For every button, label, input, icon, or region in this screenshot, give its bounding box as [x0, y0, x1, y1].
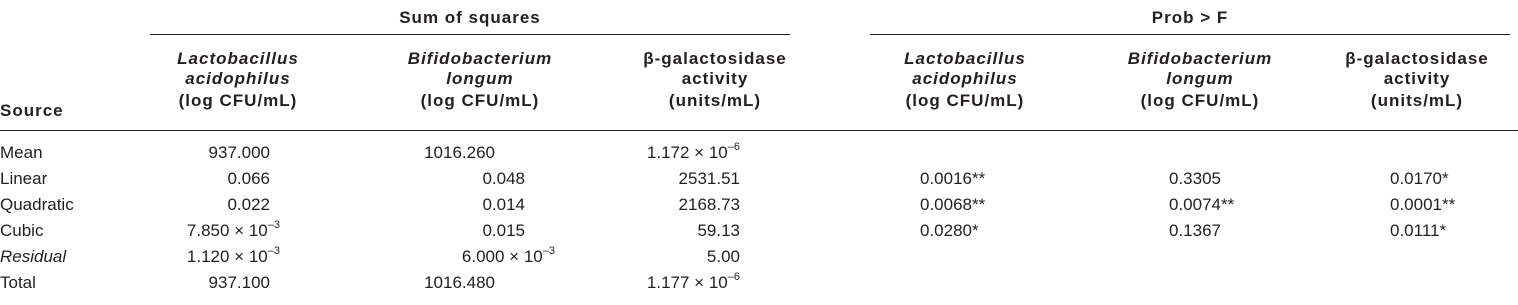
row-source: Linear	[0, 169, 48, 188]
table-cell: 0.014	[482, 195, 525, 214]
table-cell: 0.0111*	[1390, 221, 1447, 240]
table-cell: 0.015	[482, 221, 525, 240]
table-cell: 0.0170*	[1390, 169, 1449, 188]
col-header-5-line3: (units/mL)	[1370, 91, 1464, 110]
table-cell: 0.0016**	[920, 169, 986, 188]
col-header-3-line1: Lactobacillus	[904, 49, 1026, 68]
col-header-1-line1: Bifidobacterium	[407, 49, 553, 68]
col-header-2-line3: (units/mL)	[668, 91, 762, 110]
group-header-prob-f: Prob > F	[1151, 8, 1229, 27]
row-source: Cubic	[0, 221, 44, 240]
col-header-0-line3: (log CFU/mL)	[178, 91, 298, 110]
col-header-2-line1: β-galactosidase	[643, 49, 787, 68]
table-cell: $1.120 \times 10^{-3}$	[186, 245, 280, 266]
table-cell: 2168.73	[678, 195, 740, 214]
table-cell: 59.13	[697, 221, 740, 240]
table-cell: 0.1367	[1169, 221, 1221, 240]
table-cell: 937.100	[208, 273, 270, 292]
col-header-4-line2: longum	[1166, 69, 1234, 88]
table-cell: 0.0280*	[920, 221, 979, 240]
source-header: Source	[0, 101, 64, 120]
row-source: Mean	[0, 143, 43, 162]
table-cell: 1016.260	[424, 143, 495, 162]
col-header-1-line2: longum	[446, 69, 514, 88]
table-cell: $7.850 \times 10^{-3}$	[186, 219, 280, 240]
col-header-3-line3: (log CFU/mL)	[905, 91, 1025, 110]
table-cell: $1.172 \times 10^{-6}$	[646, 141, 740, 162]
table-cell: 0.0001**	[1390, 195, 1456, 214]
table-cell: 1016.480	[424, 273, 495, 292]
table-cell: $6.000 \times 10^{-3}$	[461, 245, 555, 266]
col-header-2-line2: activity	[681, 69, 749, 88]
table-cell: 2531.51	[678, 169, 740, 188]
group-rule-sum-of-squares	[150, 34, 790, 35]
col-header-0-line2: acidophilus	[185, 69, 291, 88]
table-cell: 0.022	[227, 195, 270, 214]
table-cell: 5.00	[706, 247, 740, 266]
row-source: Total	[0, 273, 36, 292]
table-cell: $1.177 \times 10^{-6}$	[646, 271, 740, 292]
col-header-4-line1: Bifidobacterium	[1127, 49, 1273, 68]
row-source: Residual	[0, 247, 67, 266]
col-header-3-line2: acidophilus	[912, 69, 1018, 88]
table-cell: 0.0068**	[920, 195, 986, 214]
table-cell: 937.000	[208, 143, 270, 162]
col-header-5-line1: β-galactosidase	[1345, 49, 1489, 68]
table-cell: 0.0074**	[1169, 195, 1235, 214]
group-header-sum-of-squares: Sum of squares	[399, 8, 541, 27]
table-cell: 0.066	[227, 169, 270, 188]
col-header-5-line2: activity	[1383, 69, 1451, 88]
col-header-0-line1: Lactobacillus	[177, 49, 299, 68]
table-cell: 0.048	[482, 169, 525, 188]
table-cell: 0.3305	[1169, 169, 1221, 188]
group-rule-prob-f	[870, 34, 1510, 35]
header-bottom-rule	[0, 130, 1518, 131]
col-header-1-line3: (log CFU/mL)	[420, 91, 540, 110]
row-source: Quadratic	[0, 195, 74, 214]
col-header-4-line3: (log CFU/mL)	[1140, 91, 1260, 110]
